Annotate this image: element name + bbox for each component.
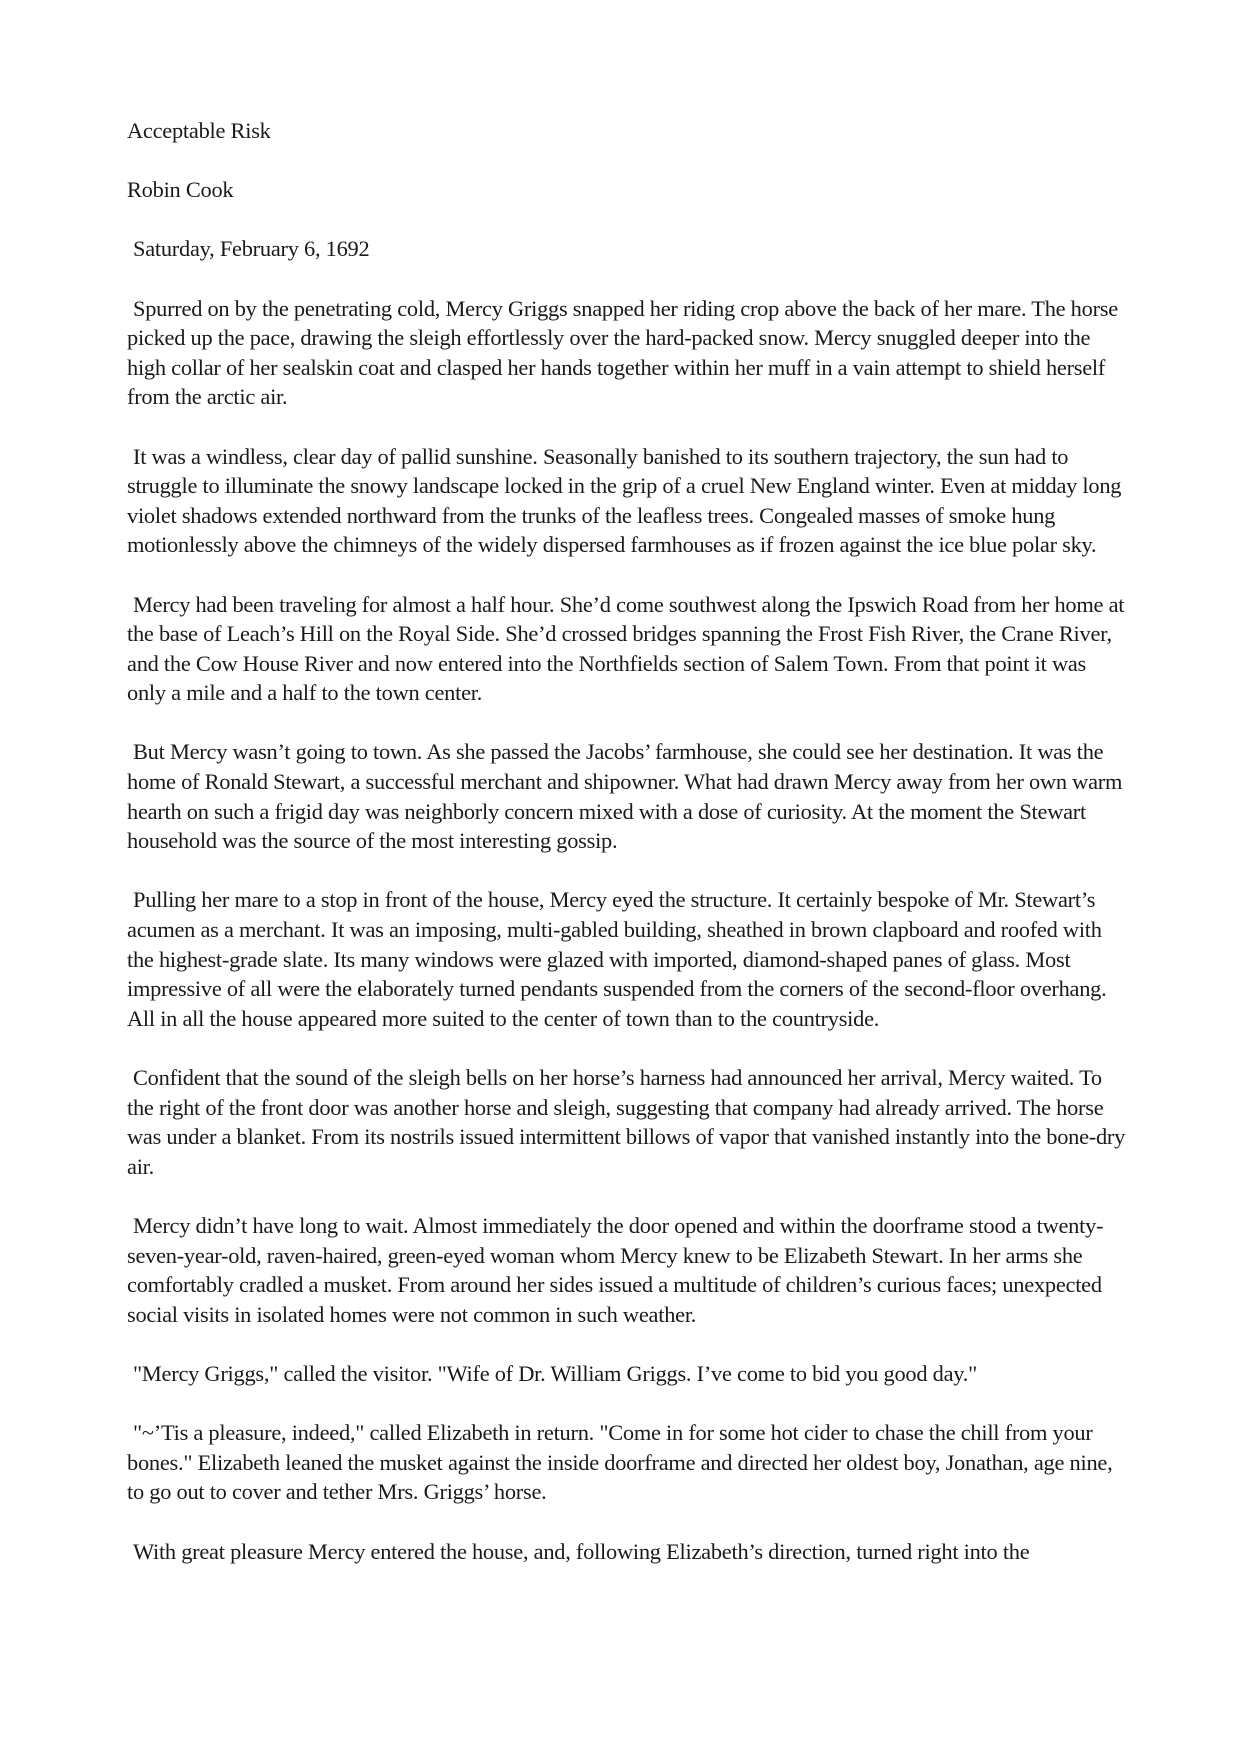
chapter-date-line: Saturday, February 6, 1692 [133, 236, 370, 262]
paragraph: Spurred on by the penetrating cold, Mercy Griggs snapped her riding crop above the back of her mare. The horse picked up the pace, drawing the sleigh effortlessly over the hard-packed snow. Mercy snuggled deeper into the high collar of her sealskin coat and clasped her hands together within her muff in a vain attempt to shield herself from the arctic air. [127, 295, 1124, 410]
paragraph: With great pleasure Mercy entered the house, and, following Elizabeth’s direction, turned right into the [133, 1538, 1030, 1564]
paragraph: "Mercy Griggs," called the visitor. "Wife of Dr. William Griggs. I’ve come to bid you good day." [133, 1360, 978, 1386]
paragraph: "~’Tis a pleasure, indeed," called Elizabeth in return. "Come in for some hot cider to chase the chill from your bones." Elizabeth leaned the musket against the inside doorframe and directed her oldest boy, Jonathan, age nine, to go out to cover and tether Mrs. Griggs’ horse. [127, 1420, 1118, 1505]
document-author: Robin Cook [127, 177, 234, 203]
document-title: Acceptable Risk [127, 118, 271, 143]
paragraph: It was a windless, clear day of pallid sunshine. Seasonally banished to its southern trajectory, the sun had to struggle to illuminate the snowy landscape locked in the grip of a cruel New England winter. Even at midday long violet shadows extended northward from the trunks of the leafless trees. Congealed masses of smoke hung motionlessly above the chimneys of the widely dispersed farmhouses as if frozen against the ice blue polar sky. [127, 443, 1127, 558]
paragraph: Confident that the sound of the sleigh bells on her horse’s harness had announced her arrival, Mercy waited. To the right of the front door was another horse and sleigh, suggesting that company had already arrived. The horse was under a blanket. From its nostrils issued intermittent billows of vapor that vanished instantly into the bone-dry air. [127, 1065, 1131, 1179]
paragraph: Mercy didn’t have long to wait. Almost immediately the door opened and within the doorframe stood a twenty-seven-year-old, raven-haired, green-eyed woman whom Mercy knew to be Elizabeth Stewart. In her arms she comfortably cradled a musket. From around her sides issued a multitude of children’s curious faces; unexpected social visits in isolated homes were not common in such weather. [127, 1212, 1108, 1327]
paragraph: But Mercy wasn’t going to town. As she passed the Jacobs’ farmhouse, she could see her destination. It was the home of Ronald Stewart, a successful merchant and shipowner. What had drawn Mercy away from her own warm hearth on such a frigid day was neighborly concern mixed with a dose of curiosity. At the moment the Stewart household was the source of the most interesting gossip. [127, 739, 1128, 854]
paragraph: Pulling her mare to a stop in front of the house, Mercy eyed the structure. It certainly bespoke of Mr. Stewart’s acumen as a merchant. It was an imposing, multi-gabled building, sheathed in brown clapboard and roofed with the highest-grade slate. Its many windows were glazed with imported, diamond-shaped panes of glass. Most impressive of all were the elaborately turned pendants suspended from the corners of the second-floor overhang. All in all the house appeared more suited to the center of town than to the countryside. [127, 887, 1111, 1031]
document-body [127, 116, 1131, 1596]
paragraph: Mercy had been traveling for almost a half hour. She’d come southwest along the Ipswich Road from her home at the base of Leach’s Hill on the Royal Side. She’d crossed bridges spanning the Frost Fish River, the Crane River, and the Cow House River and now entered into the Northfields section of Salem Town. From that point it was only a mile and a half to the town center. [127, 591, 1130, 706]
